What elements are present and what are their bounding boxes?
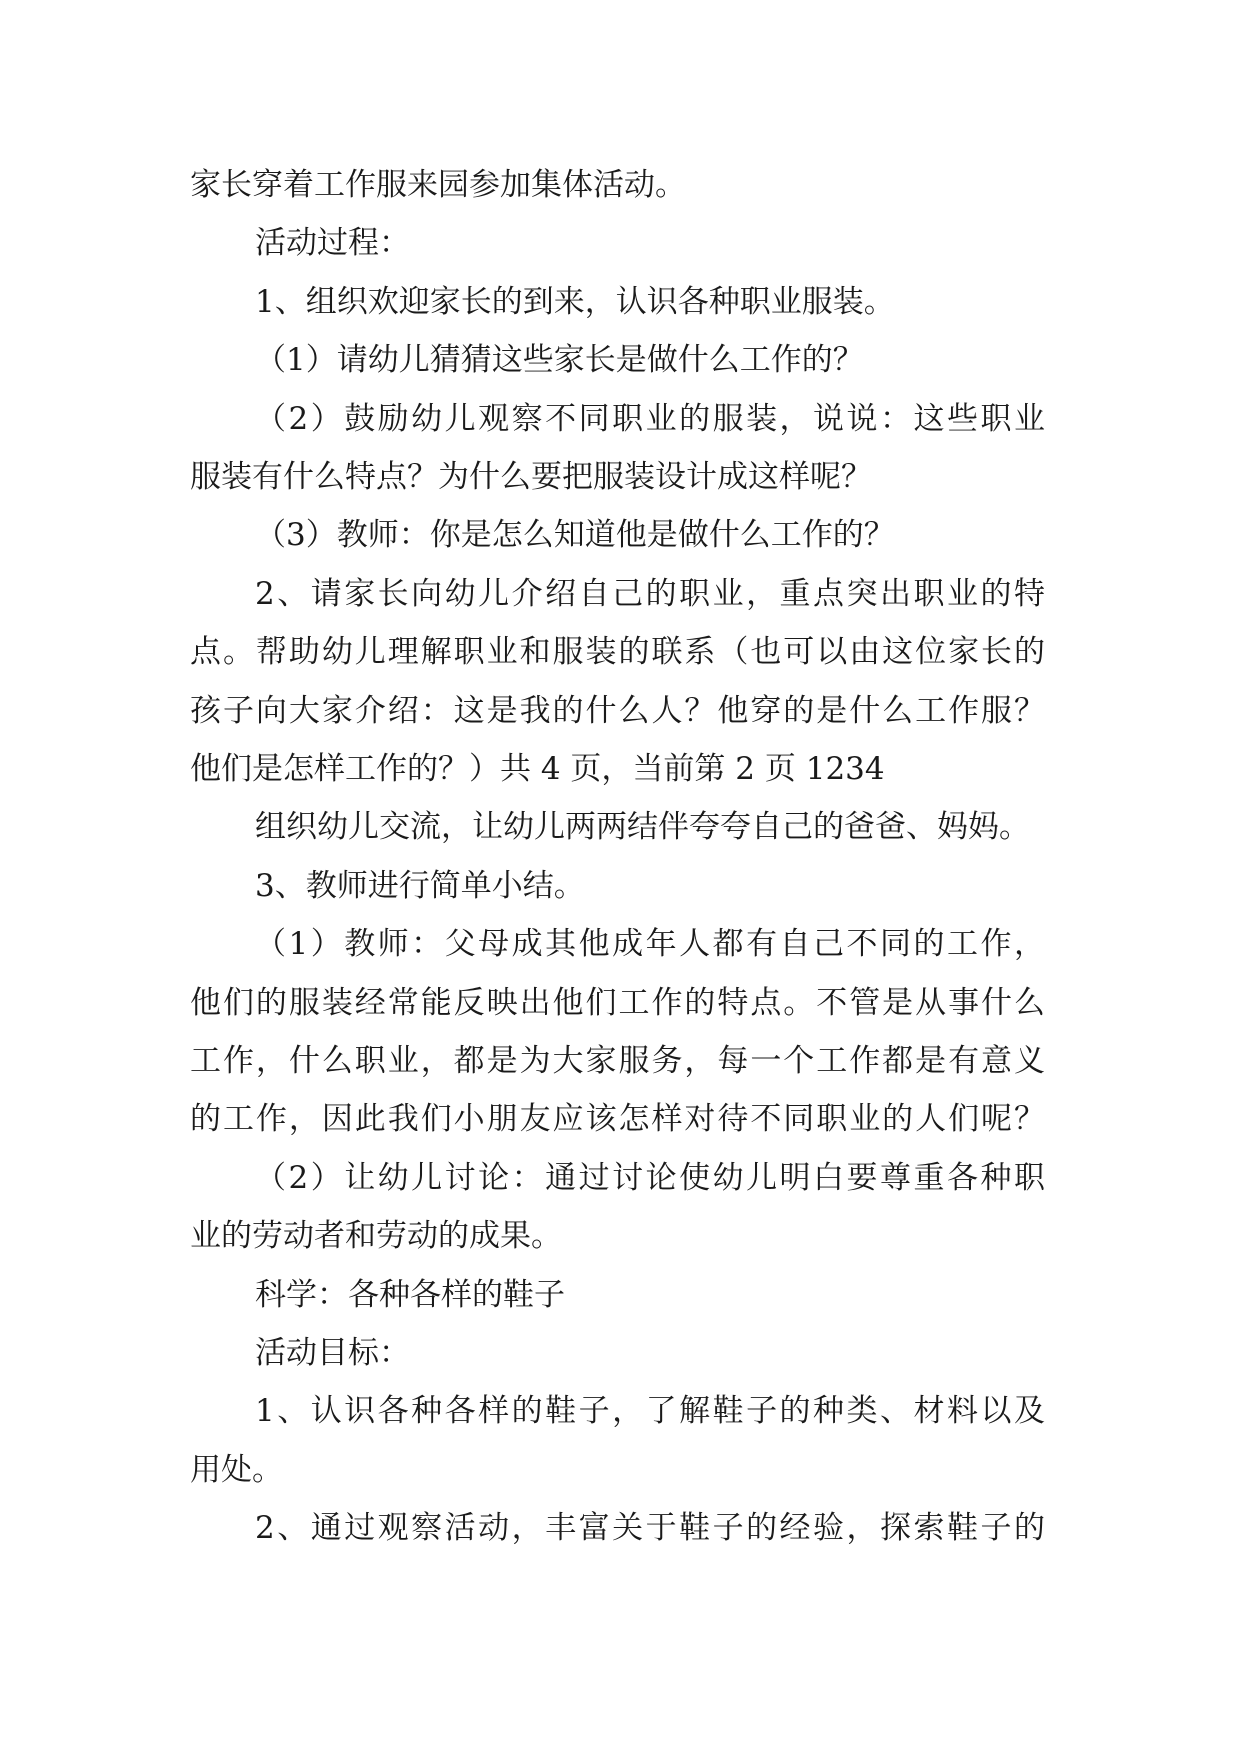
section-heading: 科学：各种各样的鞋子 [255, 1277, 565, 1313]
text-line: 3、教师进行简单小结。 [255, 868, 585, 904]
section-heading: 活动目标： [255, 1335, 410, 1371]
text-line: （2）让幼儿讨论：通过讨论使幼儿明白要尊重各种职 [255, 1160, 1045, 1196]
text-line: 点。帮助幼儿理解职业和服装的联系（也可以由这位家长的 [190, 634, 1045, 670]
text-line: 2、请家长向幼儿介绍自己的职业，重点突出职业的特 [255, 576, 1045, 612]
text-line: 1、组织欢迎家长的到来，认识各种职业服装。 [255, 284, 895, 320]
text-line: 家长穿着工作服来园参加集体活动。 [190, 167, 686, 203]
text-line: （3）教师：你是怎么知道他是做什么工作的？ [255, 517, 895, 553]
text-line: 工作，什么职业，都是为大家服务，每一个工作都是有意义 [190, 1043, 1045, 1079]
section-heading: 活动过程： [255, 225, 410, 261]
page-indicator-line: 他们是怎样工作的？）共 4 页，当前第 2 页 1234 [190, 751, 885, 787]
text-line: 他们的服装经常能反映出他们工作的特点。不管是从事什么 [190, 985, 1045, 1021]
text-line: 用处。 [190, 1452, 283, 1488]
text-line: （1）教师：父母成其他成年人都有自己不同的工作， [255, 926, 1045, 962]
text-line: 的工作，因此我们小朋友应该怎样对待不同职业的人们呢？ [190, 1101, 1045, 1137]
text-line: 2、通过观察活动，丰富关于鞋子的经验，探索鞋子的 [255, 1510, 1045, 1546]
text-line: 孩子向大家介绍：这是我的什么人？他穿的是什么工作服？ [190, 693, 1045, 729]
text-line: （2）鼓励幼儿观察不同职业的服装，说说：这些职业 [255, 401, 1045, 437]
text-line: 组织幼儿交流，让幼儿两两结伴夸夸自己的爸爸、妈妈。 [255, 809, 1030, 845]
text-line: 1、认识各种各样的鞋子，了解鞋子的种类、材料以及 [255, 1393, 1045, 1429]
text-line: 服装有什么特点？为什么要把服装设计成这样呢？ [190, 459, 872, 495]
text-line: 业的劳动者和劳动的成果。 [190, 1218, 562, 1254]
text-line: （1）请幼儿猜猜这些家长是做什么工作的？ [255, 342, 864, 378]
